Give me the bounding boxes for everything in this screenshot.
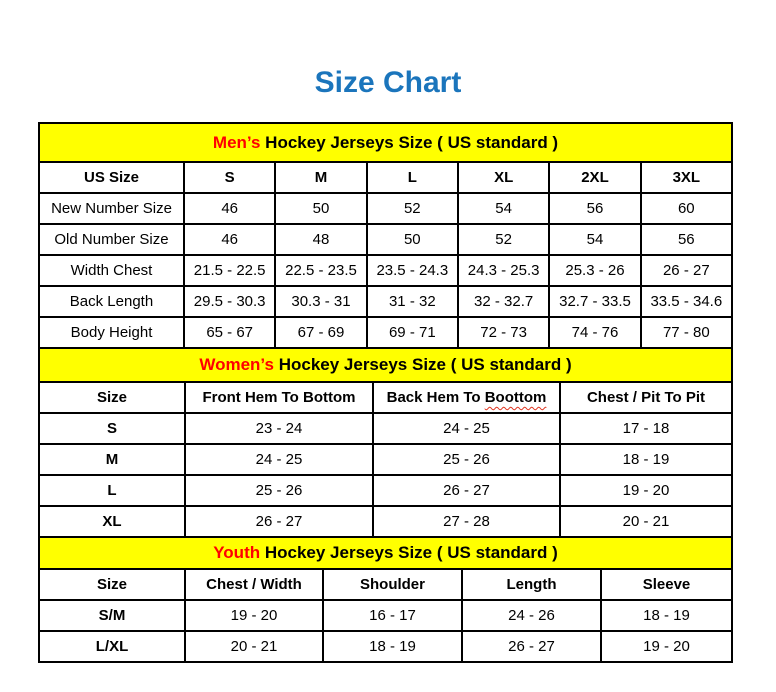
data-cell: 52	[367, 193, 458, 224]
youth-size-table	[38, 536, 733, 663]
data-cell: 26 - 27	[185, 506, 373, 537]
data-cell: 26 - 27	[373, 475, 560, 506]
data-cell: 50	[275, 193, 366, 224]
data-cell: 25 - 26	[373, 444, 560, 475]
data-cell: 18 - 19	[601, 600, 732, 631]
data-cell: 24 - 25	[373, 413, 560, 444]
table-row	[39, 413, 732, 444]
section-title-highlight: Women’s	[199, 355, 274, 374]
column-header: Front Hem To Bottom	[185, 382, 373, 413]
data-cell: 46	[184, 224, 275, 255]
column-header: L	[367, 162, 458, 193]
column-header: Back Hem To Boottom	[373, 382, 560, 413]
data-cell: 54	[458, 193, 549, 224]
section-title-highlight: Youth	[213, 543, 261, 562]
table-row	[39, 255, 732, 286]
column-header-row	[39, 382, 732, 413]
data-cell: 29.5 - 30.3	[184, 286, 275, 317]
data-cell: 23.5 - 24.3	[367, 255, 458, 286]
column-header: S	[184, 162, 275, 193]
data-cell: 18 - 19	[560, 444, 732, 475]
section-band-mens	[39, 123, 732, 162]
data-cell: 27 - 28	[373, 506, 560, 537]
section-title-rest: Hockey Jerseys Size ( US standard )	[260, 543, 558, 562]
row-label: New Number Size	[39, 193, 184, 224]
section-title-mens	[39, 123, 732, 162]
row-label: S/M	[39, 600, 185, 631]
data-cell: 74 - 76	[549, 317, 640, 348]
mens-size-table	[38, 122, 733, 349]
column-header: XL	[458, 162, 549, 193]
section-band-womens	[39, 348, 732, 382]
data-cell: 23 - 24	[185, 413, 373, 444]
column-header: 2XL	[549, 162, 640, 193]
column-header: Chest / Width	[185, 569, 323, 600]
section-title-highlight: Men’s	[212, 132, 261, 152]
data-cell: 65 - 67	[184, 317, 275, 348]
table-row	[39, 286, 732, 317]
data-cell: 24 - 25	[185, 444, 373, 475]
section-title-youth	[39, 537, 732, 569]
data-cell: 56	[549, 193, 640, 224]
data-cell: 30.3 - 31	[275, 286, 366, 317]
data-cell: 17 - 18	[560, 413, 732, 444]
data-cell: 20 - 21	[185, 631, 323, 662]
data-cell: 33.5 - 34.6	[641, 286, 732, 317]
data-cell: 69 - 71	[367, 317, 458, 348]
column-header: M	[275, 162, 366, 193]
data-cell: 32 - 32.7	[458, 286, 549, 317]
size-chart-tables	[38, 122, 733, 663]
data-cell: 54	[549, 224, 640, 255]
section-title-womens	[39, 348, 732, 382]
column-header: US Size	[39, 162, 184, 193]
column-header: Sleeve	[601, 569, 732, 600]
data-cell: 67 - 69	[275, 317, 366, 348]
column-header: Chest / Pit To Pit	[560, 382, 732, 413]
data-cell: 24 - 26	[462, 600, 601, 631]
row-label: Width Chest	[39, 255, 184, 286]
table-row	[39, 506, 732, 537]
womens-size-table	[38, 347, 733, 538]
column-header: Size	[39, 569, 185, 600]
table-row	[39, 444, 732, 475]
page-title: Size Chart	[314, 66, 462, 99]
row-label: L/XL	[39, 631, 185, 662]
row-label: L	[39, 475, 185, 506]
data-cell: 19 - 20	[601, 631, 732, 662]
data-cell: 19 - 20	[560, 475, 732, 506]
table-row	[39, 631, 732, 662]
column-header-row	[39, 569, 732, 600]
data-cell: 48	[275, 224, 366, 255]
row-label: Back Length	[39, 286, 184, 317]
column-header: 3XL	[641, 162, 732, 193]
data-cell: 26 - 27	[462, 631, 601, 662]
table-row	[39, 475, 732, 506]
data-cell: 72 - 73	[458, 317, 549, 348]
section-title-rest: Hockey Jerseys Size ( US standard )	[273, 355, 572, 374]
data-cell: 26 - 27	[641, 255, 732, 286]
table-row	[39, 193, 732, 224]
table-row	[39, 317, 732, 348]
column-header: Shoulder	[323, 569, 462, 600]
data-cell: 25.3 - 26	[549, 255, 640, 286]
column-header-row	[39, 162, 732, 193]
column-header: Size	[39, 382, 185, 413]
data-cell: 32.7 - 33.5	[549, 286, 640, 317]
data-cell: 60	[641, 193, 732, 224]
row-label: Old Number Size	[39, 224, 184, 255]
section-band-youth	[39, 537, 732, 569]
data-cell: 22.5 - 23.5	[275, 255, 366, 286]
row-label: S	[39, 413, 185, 444]
row-label: Body Height	[39, 317, 184, 348]
data-cell: 31 - 32	[367, 286, 458, 317]
data-cell: 21.5 - 22.5	[184, 255, 275, 286]
table-row	[39, 600, 732, 631]
misspelled-word: Boottom	[484, 389, 547, 406]
row-label: M	[39, 444, 185, 475]
data-cell: 16 - 17	[323, 600, 462, 631]
data-cell: 18 - 19	[323, 631, 462, 662]
data-cell: 50	[367, 224, 458, 255]
data-cell: 20 - 21	[560, 506, 732, 537]
data-cell: 56	[641, 224, 732, 255]
data-cell: 46	[184, 193, 275, 224]
table-row	[39, 224, 732, 255]
data-cell: 52	[458, 224, 549, 255]
column-header: Length	[462, 569, 601, 600]
row-label: XL	[39, 506, 185, 537]
section-title-rest: Hockey Jerseys Size ( US standard )	[260, 132, 559, 152]
data-cell: 25 - 26	[185, 475, 373, 506]
data-cell: 24.3 - 25.3	[458, 255, 549, 286]
data-cell: 77 - 80	[641, 317, 732, 348]
data-cell: 19 - 20	[185, 600, 323, 631]
